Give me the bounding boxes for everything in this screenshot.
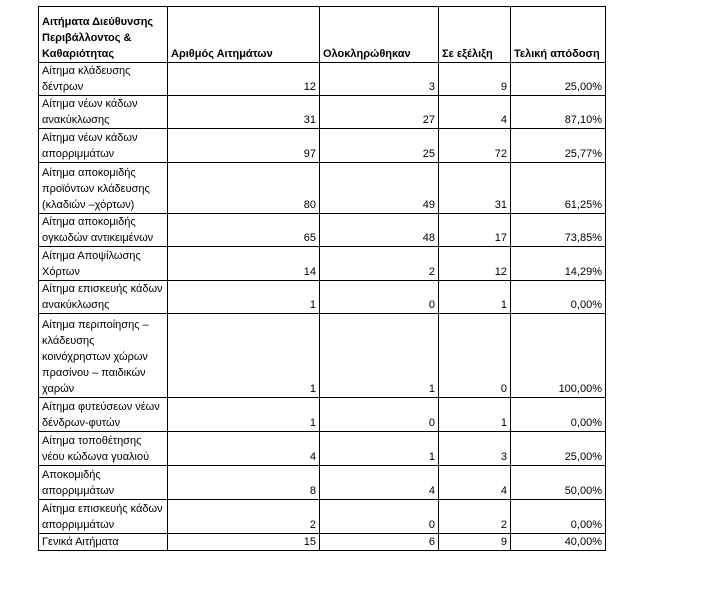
table-row (39, 129, 606, 163)
row-in-progress: 9 (439, 534, 511, 551)
table-row (39, 214, 606, 247)
row-total: 14 (168, 247, 320, 281)
row-performance: 25,77% (511, 129, 606, 163)
row-label: Αίτημα αποκομιδής ογκωδών αντικειμένων (39, 214, 168, 247)
row-label: Αίτημα επισκευής κάδων απορριμμάτων (39, 500, 168, 534)
header-completed: Ολοκληρώθηκαν (320, 7, 439, 63)
row-in-progress: 1 (439, 398, 511, 432)
row-in-progress: 12 (439, 247, 511, 281)
row-in-progress: 9 (439, 63, 511, 96)
row-completed: 48 (320, 214, 439, 247)
row-label: Αίτημα κλάδευσης δέντρων (39, 63, 168, 96)
row-completed: 27 (320, 96, 439, 129)
row-performance: 100,00% (511, 314, 606, 398)
table-row (39, 314, 606, 398)
header-request-type: Αιτήματα Διεύθυνσης Περιβάλλοντος & Καθαριότητας (39, 7, 168, 63)
row-total: 15 (168, 534, 320, 551)
header-total-requests: Αριθμός Αιτημάτων (168, 7, 320, 63)
row-total: 1 (168, 314, 320, 398)
row-label: Αίτημα νέων κάδων απορριμμάτων (39, 129, 168, 163)
row-completed: 25 (320, 129, 439, 163)
row-performance: 25,00% (511, 432, 606, 466)
row-label: Αίτημα επισκευής κάδων ανακύκλωσης (39, 281, 168, 314)
row-performance: 40,00% (511, 534, 606, 551)
table-row (39, 500, 606, 534)
requests-table (38, 6, 606, 551)
row-performance: 0,00% (511, 500, 606, 534)
table-row (39, 63, 606, 96)
row-in-progress: 4 (439, 466, 511, 500)
table-row (39, 534, 606, 551)
row-performance: 87,10% (511, 96, 606, 129)
row-in-progress: 31 (439, 163, 511, 214)
row-in-progress: 2 (439, 500, 511, 534)
row-in-progress: 1 (439, 281, 511, 314)
row-total: 31 (168, 96, 320, 129)
row-completed: 4 (320, 466, 439, 500)
row-completed: 2 (320, 247, 439, 281)
row-total: 2 (168, 500, 320, 534)
row-total: 1 (168, 398, 320, 432)
row-total: 8 (168, 466, 320, 500)
row-label: Αίτημα περιποίησης – κλάδευσης κοινόχρηστων χώρων πρασίνου – παιδικών χαρών (39, 314, 168, 398)
row-performance: 0,00% (511, 281, 606, 314)
table-row (39, 96, 606, 129)
table-row (39, 281, 606, 314)
row-performance: 73,85% (511, 214, 606, 247)
row-completed: 1 (320, 314, 439, 398)
table-row (39, 432, 606, 466)
row-performance: 50,00% (511, 466, 606, 500)
row-total: 1 (168, 281, 320, 314)
row-completed: 6 (320, 534, 439, 551)
header-final-performance: Τελική απόδοση (511, 7, 606, 63)
row-performance: 25,00% (511, 63, 606, 96)
row-in-progress: 4 (439, 96, 511, 129)
row-label: Αίτημα τοποθέτησης νέου κώδωνα γυαλιού (39, 432, 168, 466)
row-performance: 61,25% (511, 163, 606, 214)
row-total: 4 (168, 432, 320, 466)
table-row (39, 398, 606, 432)
row-label: Αποκομιδής απορριμμάτων (39, 466, 168, 500)
row-in-progress: 17 (439, 214, 511, 247)
row-total: 97 (168, 129, 320, 163)
row-in-progress: 0 (439, 314, 511, 398)
row-label: Αίτημα Αποψίλωσης Χόρτων (39, 247, 168, 281)
row-in-progress: 72 (439, 129, 511, 163)
row-performance: 14,29% (511, 247, 606, 281)
row-label: Αίτημα φυτεύσεων νέων δένδρων-φυτών (39, 398, 168, 432)
table-row (39, 247, 606, 281)
table-row (39, 163, 606, 214)
table-row (39, 466, 606, 500)
header-in-progress: Σε εξέλιξη (439, 7, 511, 63)
row-label: Αίτημα αποκομιδής προϊόντων κλάδευσης (κλαδιών –χόρτων) (39, 163, 168, 214)
row-total: 65 (168, 214, 320, 247)
row-completed: 1 (320, 432, 439, 466)
row-completed: 0 (320, 398, 439, 432)
row-completed: 3 (320, 63, 439, 96)
row-in-progress: 3 (439, 432, 511, 466)
row-completed: 0 (320, 281, 439, 314)
row-label: Αίτημα νέων κάδων ανακύκλωσης (39, 96, 168, 129)
header-row (39, 7, 606, 63)
row-label: Γενικά Αιτήματα (39, 534, 168, 551)
row-performance: 0,00% (511, 398, 606, 432)
row-completed: 49 (320, 163, 439, 214)
row-completed: 0 (320, 500, 439, 534)
row-total: 12 (168, 63, 320, 96)
row-total: 80 (168, 163, 320, 214)
